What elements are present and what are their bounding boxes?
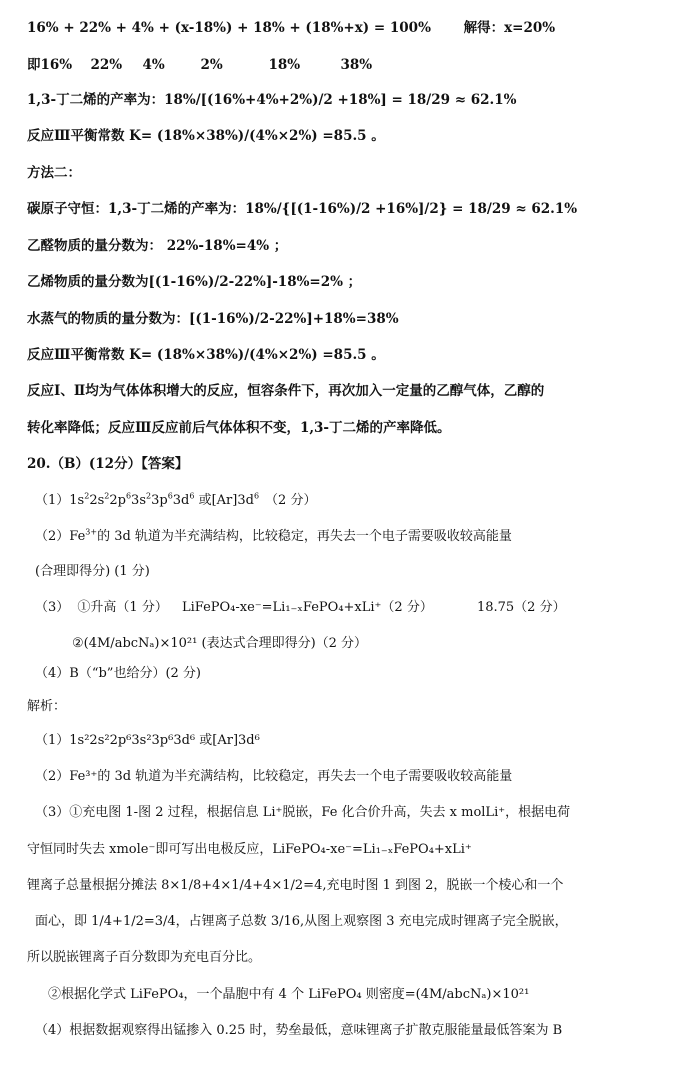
answer-2 — [35, 527, 685, 547]
analysis-title: 解析： — [27, 699, 67, 714]
answer-2-prefix: （2）Fe — [35, 529, 86, 544]
sup: 6 — [253, 491, 260, 501]
orbital: 3d — [172, 493, 190, 508]
value-item: 22% — [90, 57, 123, 73]
explain-3-line-1: （3）①充电图 1-图 2 过程，根据信息 Li⁺脱嵌，Fe 化合价升高，失去 x molLi⁺，根据电荷 — [35, 805, 571, 820]
sup: 2 — [104, 491, 110, 501]
method-two-title: 方法二： — [27, 165, 81, 181]
values-row — [27, 55, 685, 75]
sup: 2 — [146, 491, 152, 501]
explain-3-line-4: 面心，即 1/4+1/2=3/4，占锂离子总数 3/16,从图上观察图 3 充电完成时锂离子完全脱嵌， — [35, 914, 568, 929]
solve-result: 解得：x=20% — [463, 20, 556, 36]
conclusion-line-1: 反应Ⅰ、Ⅱ均为气体体积增大的反应，恒容条件下，再次加入一定量的乙醇气体，乙醇的 — [27, 383, 545, 399]
value-item: 2% — [200, 57, 223, 73]
answer-2-text: 的 3d 轨道为半充满结构，比较稳定，再失去一个电子需要吸收较高能量 — [97, 529, 512, 544]
orbital: 3s — [131, 493, 146, 508]
explain-3-line-2: 守恒同时失去 xmole⁻即可写出电极反应，LiFePO₄-xe⁻=Li₁₋ₓFePO₄+xLi⁺ — [27, 842, 472, 857]
sup: 3+ — [85, 527, 98, 537]
sup: 6 — [189, 491, 195, 501]
water-vapor-line: 水蒸气的物质的量分数为：[(1-16%)/2-22%]+18%=38% — [27, 311, 399, 327]
sup: 6 — [125, 491, 132, 501]
value-item: 38% — [340, 57, 373, 73]
answer-3-num: （3） — [35, 600, 70, 615]
explain-3-line-3: 锂离子总量根据分摊法 8×1/8+4×1/4+4×1/2=4,充电时图 1 到图 2，脱嵌一个棱心和一个 — [27, 878, 564, 893]
answer-1-prefix: （1）1s — [35, 493, 85, 508]
answer-3-line-2: ②(4M/abcNₐ)×10²¹ (表达式合理即得分)（2 分） — [72, 636, 368, 651]
value-item: 4% — [142, 57, 165, 73]
equilibrium-constant-line: 反应Ⅲ平衡常数 K= (18%×38%)/(4%×2%) =85.5 。 — [27, 128, 385, 144]
conclusion-line-2: 转化率降低；反应Ⅲ反应前后气体体积不变，1,3-丁二烯的产率降低。 — [27, 420, 451, 436]
orbital: 2p — [109, 493, 126, 508]
explain-4: （4）根据数据观察得出锰掺入 0.25 时，势垒最低，意味锂离子扩散克服能量最低答案为 B — [35, 1023, 563, 1038]
answer-1 — [35, 491, 685, 511]
answer-2-note: (合理即得分) (1 分) — [35, 564, 150, 579]
explain-2: （2）Fe³⁺的 3d 轨道为半充满结构，比较稳定，再失去一个电子需要吸收较高能量 — [35, 769, 513, 784]
carbon-conservation-line: 碳原子守恒：1,3-丁二烯的产率为：18%/{[(1-16%)/2 +16%]/2} = 18/29 ≈ 62.1% — [27, 201, 578, 217]
equilibrium-constant-line-2: 反应Ⅲ平衡常数 K= (18%×38%)/(4%×2%) =85.5 。 — [27, 347, 385, 363]
explain-3-line-5: 所以脱嵌锂离子百分数即为充电百分比。 — [27, 950, 262, 965]
explain-3-line-6: ②根据化学式 LiFePO₄，一个晶胞中有 4 个 LiFePO₄ 则密度=(4M/abcNₐ)×10²¹ — [48, 987, 530, 1002]
score: （2 分） — [265, 493, 317, 508]
value-item: 16% — [40, 57, 73, 73]
mole-balance-equation — [27, 18, 685, 38]
orbital: 3p — [151, 493, 168, 508]
answer-1-alt: 或[Ar]3d — [194, 493, 254, 508]
sup: 6 — [167, 491, 173, 501]
sup: 2 — [84, 491, 90, 501]
answer-4: （4）B（“b”也给分）(2 分) — [35, 666, 201, 681]
equation-text: 16% + 22% + 4% + (x-18%) + 18% + (18%+x) = 100% — [27, 20, 431, 36]
electrode-equation: LiFePO₄-xe⁻=Li₁₋ₓFePO₄+xLi⁺（2 分） — [181, 600, 433, 615]
acetaldehyde-line: 乙醛物质的量分数为： 22%-18%=4% ； — [27, 238, 288, 254]
value-item: 18% — [268, 57, 301, 73]
answer-3-line-1 — [35, 598, 685, 618]
explain-1: （1）1s²2s²2p⁶3s²3p⁶3d⁶ 或[Ar]3d⁶ — [35, 733, 260, 748]
values-prefix: 即 — [27, 57, 41, 73]
answer-3-value: 18.75（2 分） — [476, 600, 566, 615]
answer-3-part-1: ①升高（1 分） — [77, 600, 168, 615]
yield-line: 1,3-丁二烯的产率为：18%/[(16%+4%+2%)/2 +18%] = 18/29 ≈ 62.1% — [27, 92, 517, 108]
ethylene-line: 乙烯物质的量分数为[(1-16%)/2-22%]-18%=2% ； — [27, 274, 362, 290]
orbital: 2s — [89, 493, 105, 508]
question-20-header: 20.（B）(12分）【答案】 — [27, 456, 189, 472]
